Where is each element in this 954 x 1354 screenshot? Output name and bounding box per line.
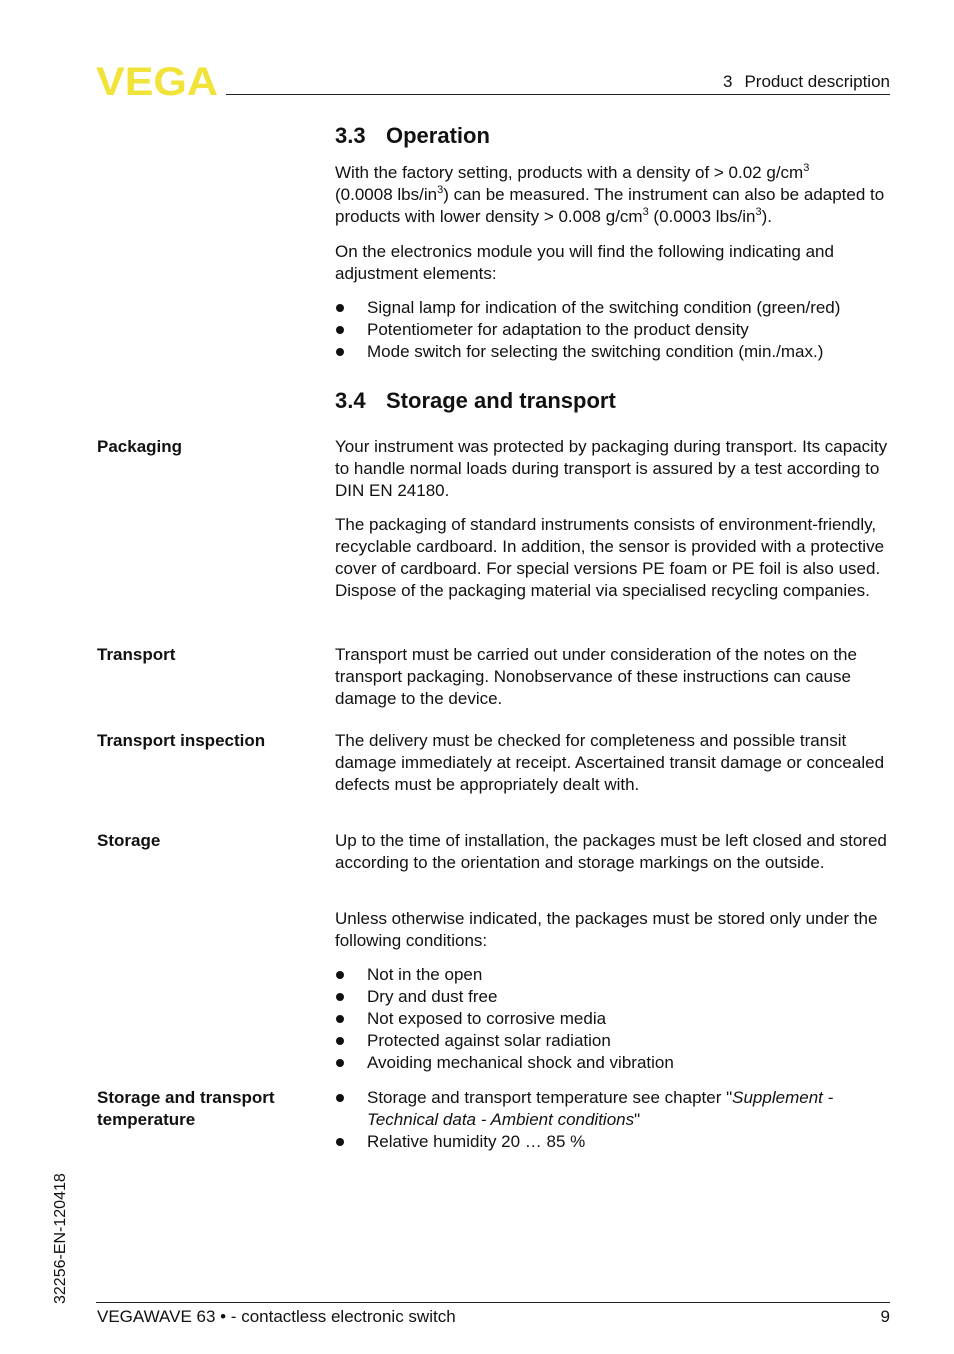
page-number: 9 [880,1307,890,1326]
list-item: Dry and dust free [335,986,895,1008]
vega-logo [96,64,220,98]
list-item: Signal lamp for indication of the switching condition (green/red) [335,297,895,319]
operation-elements-list [335,297,895,363]
vega-logo-text: VEGA [96,64,218,98]
footer-product: VEGAWAVE 63 • - contactless electronic switch [97,1307,456,1326]
transport-inspection-paragraph: The delivery must be checked for completeness and possible transit damage immediately at receipt. Ascertained transit damage or concealed defects must be appropriately dealt with. [335,731,885,794]
side-label-storage: Storage [97,831,161,850]
operation-density-paragraph: With the factory setting, products with a density of > 0.02 $g/cm^3$ (0.0008 lbs/$in^3$) can be measured. The instrument can also be adapted to products with lower density > 0.008 $g/cm^3$ (0.0003 lbs/$in^3$). [335,162,885,226]
side-label-transport-inspection: Transport inspection [97,731,266,750]
transport-paragraph: Transport must be carried out under consideration of the notes on the transport packaging. Nonobservance of these instructions can cause damage to the device. [335,645,857,708]
side-label-packaging: Packaging [97,437,183,456]
list-item: Avoiding mechanical shock and vibration [335,1052,895,1074]
storage-temperature-list [335,1087,875,1153]
chapter-reference: Supplement - Technical data - Ambient conditions [367,1088,834,1129]
packaging-paragraph-1: Your instrument was protected by packaging during transport. Its capacity to handle normal loads during transport is assured by a test according to DIN EN 24180. [335,437,888,500]
section-heading-storage-transport [335,388,616,414]
document-id: 32256-EN-120418 [52,1173,69,1304]
chapter-number: 3 [723,72,733,91]
side-label-storage-temperature: Storage and transport temperature [97,1088,275,1129]
footer-rule [96,1302,890,1303]
list-item: Relative humidity 20 … 85 % [335,1131,875,1153]
section-title: Storage and transport [386,388,616,413]
section-title: Operation [386,123,490,148]
running-header [723,72,890,92]
storage-conditions-list [335,964,895,1074]
header-rule [226,94,890,95]
list-item: Not in the open [335,964,895,986]
list-item: Mode switch for selecting the switching condition (min./max.) [335,341,895,363]
list-item: Potentiometer for adaptation to the product density [335,319,895,341]
packaging-paragraph-2: The packaging of standard instruments consists of environment-friendly, recyclable cardboard. In addition, the sensor is provided with a protective cover of cardboard. For special versions PE foam or PE foil is also used. Dispose of the packaging material via specialised recycling companies. [335,515,885,600]
operation-elements-paragraph: On the electronics module you will find the following indicating and adjustment elements: [335,242,834,283]
list-item: Protected against solar radiation [335,1030,895,1052]
side-label-transport: Transport [97,645,176,664]
section-number: 3.4 [335,388,366,413]
storage-paragraph-1: Up to the time of installation, the packages must be left closed and stored according to the orientation and storage markings on the outside. [335,831,887,872]
storage-paragraph-2: Unless otherwise indicated, the packages must be stored only under the following conditions: [335,909,878,950]
list-item: Storage and transport temperature see chapter "Supplement - Technical data - Ambient conditions" [335,1087,875,1131]
section-heading-operation [335,123,490,149]
list-item: Not exposed to corrosive media [335,1008,895,1030]
section-number: 3.3 [335,123,366,148]
chapter-title: Product description [744,72,890,91]
